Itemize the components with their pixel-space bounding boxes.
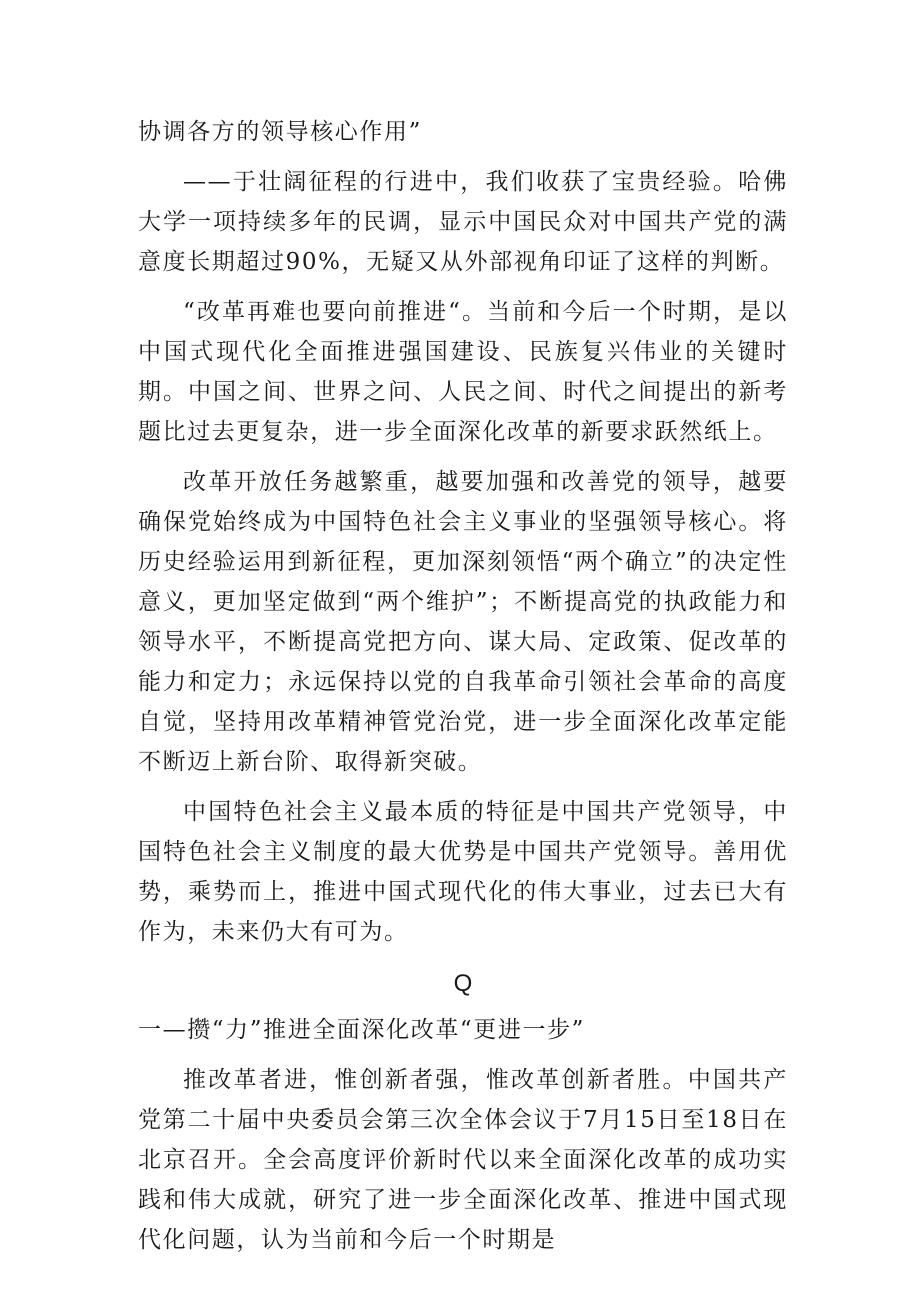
document-body — [138, 112, 788, 1270]
paragraph-1: 协调各方的领导核心作用” — [138, 119, 422, 145]
paragraph-3: “改革再难也要向前推进“。当前和今后一个时期，是以中国式现代化全面推进强国建设、民族复兴伟业的关键时期。中国之间、世界之问、人民之间、时代之间提出的新考题比过去更复杂，进一步全面深化改革的新要求跃然纸上。 — [138, 299, 788, 445]
paragraph-4: 改革开放任务越繁重，越要加强和改善党的领导，越要确保党始终成为中国特色社会主义事业的坚强领导核心。将历史经验运用到新征程，更加深刻领悟“两个确立”的决定性意义，更加坚定做到“两个维护”；不断提高党的执政能力和领导水平，不断提高党把方向、谋大局、定政策、促改革的能力和定力；永远保持以党的自我革命引领社会革命的高度自觉，坚持用改革精神管党治党，进一步全面深化改革定能不断迈上新台阶、取得新突破。 — [138, 469, 788, 775]
section-subtitle: 一—攒“力”推进全面深化改革“更进一步” — [138, 1017, 586, 1043]
paragraph-6: 推改革者进，惟创新者强，惟改革创新者胜。中国共产党第二十届中央委员会第三次全体会议于7月15日至18日在北京召开。全会高度评价新时代以来全面深化改革的成功实践和伟大成就，研究了进一步全面深化改革、推进中国式现代化问题，认为当前和今后一个时期是 — [138, 1067, 788, 1253]
paragraph-5: 中国特色社会主义最本质的特征是中国共产党领导，中国特色社会主义制度的最大优势是中国共产党领导。善用优势，乘势而上，推进中国式现代化的伟大事业，过去已大有作为，未来仍大有可为。 — [138, 799, 788, 945]
section-marker: Q — [453, 970, 473, 997]
paragraph-2: ——于壮阔征程的行进中，我们收获了宝贵经验。哈佛大学一项持续多年的民调，显示中国民众对中国共产党的满意度长期超过90%，无疑又从外部视角印证了这样的判断。 — [138, 169, 788, 275]
